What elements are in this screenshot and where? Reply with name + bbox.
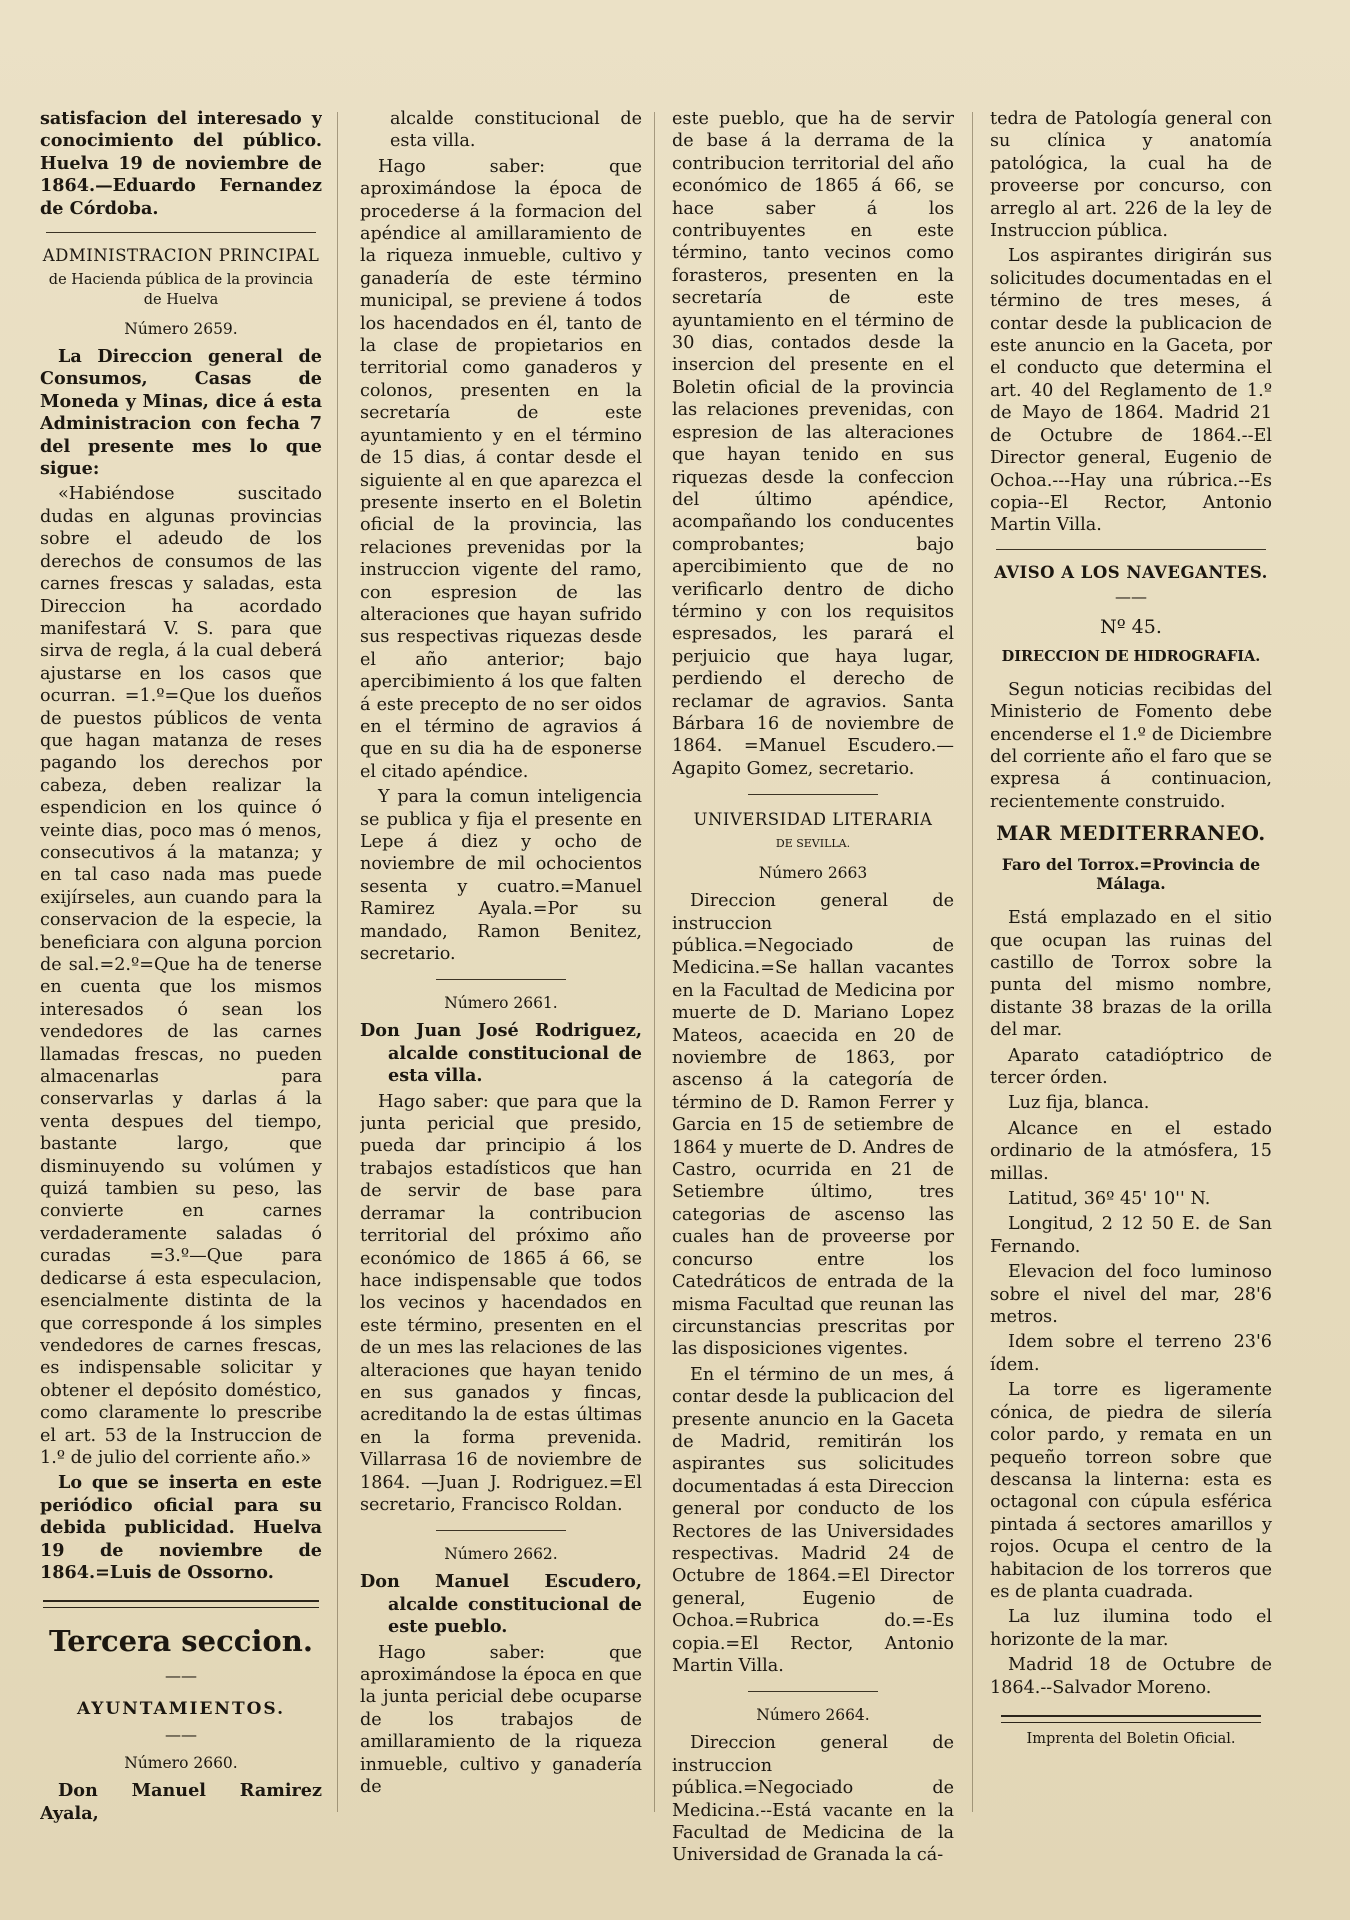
section-subtitle: DE SEVILLA.	[775, 837, 851, 851]
notice-paragraph: tedra de Patología general con su clínica y anatomía patológica, la cual ha de proveerse por concurso, con arreglo al art. 226 de la ley de Instruccion pública.	[990, 109, 1272, 242]
notice-paragraph: alcalde constitucional de esta villa.	[390, 109, 642, 152]
intro-paragraph: satisfacion del interesado y conocimiento del público. Huelva 19 de noviembre de 1864.—Eduardo Fernandez de Córdoba.	[40, 108, 322, 219]
divider	[436, 979, 566, 980]
divider-double	[1001, 1715, 1261, 1723]
column-rule	[654, 112, 655, 1812]
notice-paragraph: Hago saber: que para que la junta pericial que presido, pueda dar principio á los trabajos estadísticos que han de servir de base para derramar la contribucion territorial del próximo año económico de 1865 á 66, se hace indispensable que todos los vecinos y hacendados en este término, presenten en el de un mes las relaciones de las alteraciones que hayan tenido en sus ganados y fincas, acreditando la de estas últimas en la forma prevenida. Villarrasa 16 de noviembre de 1864. —Juan J. Rodriguez.=El secretario, Francisco Roldan.	[360, 1091, 642, 1515]
section-title: AVISO A LOS NAVEGANTES.	[994, 562, 1268, 582]
divider	[996, 549, 1266, 550]
region-heading: MAR MEDITERRANEO.	[996, 821, 1266, 846]
notice-paragraph: Alcance en el estado ordinario de la atmósfera, 15 millas.	[990, 1118, 1272, 1184]
divider	[46, 232, 316, 233]
lighthouse-heading: Faro del Torrox.=Provincia de Málaga.	[1001, 855, 1261, 894]
notice-paragraph: Don Manuel Escudero, alcalde constitucional de este pueblo.	[360, 1571, 642, 1638]
notice-paragraph: Direccion general de instruccion pública.=Negociado de Medicina.=Se hallan vacantes en la Facultad de Medicina por muerte de D. Mariano Lopez Mateos, acaecida en 20 de noviembre de 1863, por ascenso á la categoría de término de D. Ramon Ferrer y Garcia en 15 de setiembre de 1864 y muerte de D. Andres de Castro, ocurrida en 21 de Setiembre último, tres categorias de ascenso las cuales han de proveerse por concurso entre los Catedráticos de entrada de la misma Facultad que reunan las circunstancias prescritas por las disposiciones vigentes.	[672, 891, 954, 1360]
divider	[436, 1530, 566, 1531]
notice-paragraph: este pueblo, que ha de servir de base á la derrama de la contribucion territorial del año económico de 1865 á 66, se hace saber á los contribuyentes en este término, tanto vecinos como forasteros, presenten en la secretaría de este ayuntamiento en el término de 30 dias, contados desde la insercion del presente en el Boletin oficial de la provincia las relaciones prevenidas, con espresion de las alteraciones que hayan tenido en sus riquezas desde la confeccion del último apéndice, acompañando los conducentes comprobantes; bajo apercibimiento que de no verificarlo dentro de dicho término y con los requisitos espresados, les parará el perjuicio que haya lugar, perdiendo el derecho de reclamar de agravios. Santa Bárbara 16 de noviembre de 1864. =Manuel Escudero.—Agapito Gomez, secretario.	[672, 109, 954, 779]
notice-paragraph: Segun noticias recibidas del Ministerio de Fomento debe encenderse el 1.º de Diciembre del corriente año el faro que se expresa á continuacion, recientemente construido.	[990, 679, 1272, 812]
divider-double	[43, 1600, 319, 1608]
divider	[748, 794, 878, 795]
notice-number: Número 2661.	[444, 994, 558, 1013]
dash-separator: ——	[1115, 586, 1147, 606]
subsection-heading: AYUNTAMIENTOS.	[76, 1699, 286, 1720]
column-1	[40, 108, 322, 1828]
dash-separator: ——	[165, 1725, 197, 1745]
notice-paragraph: La luz ilumina todo el horizonte de la mar.	[990, 1607, 1272, 1650]
column-2	[360, 108, 642, 1801]
notice-paragraph: Elevacion del foco luminoso sobre el nivel del mar, 28'6 metros.	[990, 1262, 1272, 1328]
notice-number: Número 2662.	[444, 1545, 558, 1564]
section-title: ADMINISTRACION PRINCIPAL	[42, 246, 320, 266]
notice-paragraph: La torre es ligeramente cónica, de piedra de silería color pardo, y remata en un pequeño torreon sobre que descansa la linterna: esta es octagonal con cúpula esférica pintada á sectores amarillos y rojos. Ocupa el centro de la habitacion de los torreros que es de planta cuadrada.	[990, 1380, 1272, 1602]
notice-paragraph: Longitud, 2 12 50 E. de San Fernando.	[990, 1214, 1272, 1257]
dash-separator: ——	[165, 1666, 197, 1686]
section-subtitle: de Hacienda pública de la provincia de Huelva	[48, 272, 314, 309]
column-3	[672, 108, 954, 1870]
notice-paragraph: Lo que se inserta en este periódico oficial para su debida publicidad. Huelva 19 de noviembre de 1864.=Luis de Ossorno.	[40, 1472, 322, 1583]
notice-paragraph: Aparato catadióptrico de tercer órden.	[990, 1045, 1272, 1088]
notice-number: Nº 45.	[1100, 615, 1162, 638]
notice-paragraph: «Habiéndose suscitado dudas en algunas provincias sobre el adeudo de los derechos de consumos de las carnes frescas y saladas, esta Direccion ha acordado manifestará V. S. para que sirva de regla, á la cual deberá ajustarse en los casos que ocurran. =1.º=Que los dueños de puestos públicos de venta que hagan matanza de reses pagando los derechos por cabeza, deben realizar la espendicion en los quince ó veinte dias, poco mas ó menos, consecutivos á la matanza; y en tal caso nada mas puede exijírseles, aun cuando para la conservacion de la especie, la beneficiara con alguna porcion de sal.=2.º=Que ha de tenerse en cuenta que los mismos interesados ó sean los vendedores de las carnes llamadas frescas, no pueden almacenarlas para conservarlas y darlas á la venta despues del tiempo, bastante largo, que disminuyendo su volúmen y quizá tambien su peso, las convierte en carnes verdaderamente saladas ó curadas =3.º—Que para dedicarse á esta especulacion, esencialmente distinta de la que corresponde á los simples vendedores de carnes frescas, es indispensable solicitar y obtener el depósito doméstico, como claramente lo prescribe el art. 53 de la Instruccion de 1.º de julio del corriente año.»	[40, 484, 322, 1468]
notice-paragraph: Idem sobre el terreno 23'6 ídem.	[990, 1332, 1272, 1375]
notice-paragraph: Don Manuel Ramirez Ayala,	[40, 1780, 322, 1824]
column-rule	[972, 112, 973, 1812]
notice-number: Número 2659.	[124, 320, 238, 339]
notice-paragraph: En el término de un mes, á contar desde la publicacion del presente anuncio en la Gaceta de Madrid, remitirán los aspirantes sus solicitudes documentadas á esta Direccion general por conducto de los Rectores de las Universidades respectivas. Madrid 24 de Octubre de 1864.=El Director general, Eugenio de Ochoa.=Rubrica do.=-Es copia.=El Rector, Antonio Martin Villa.	[672, 1364, 954, 1676]
notice-number: Número 2663	[758, 864, 868, 883]
notice-paragraph: Don Juan José Rodriguez, alcalde constitucional de esta villa.	[360, 1020, 642, 1087]
notice-paragraph: Direccion general de instruccion pública.=Negociado de Medicina.--Está vacante en la Facultad de Medicina de la Universidad de Granada la cá-	[672, 1733, 954, 1866]
divider	[748, 1691, 878, 1692]
notice-paragraph: Luz fija, blanca.	[1008, 1093, 1150, 1114]
column-rule	[337, 112, 338, 1812]
column-4	[990, 108, 1272, 1753]
subsection-heading: DIRECCION DE HIDROGRAFIA.	[1001, 647, 1261, 665]
notice-paragraph: Hago saber: que aproximándose la época de procederse á la formacion del apéndice al amillaramiento de la riqueza inmueble, cultivo y ganadería de este término municipal, se previene á todos los hacendados en él, tanto de la clase de propietarios en territorial como ganaderos y colonos, presenten en la secretaría de este ayuntamiento y en el término de 15 dias, á contar desde el siguiente al en que aparezca el presente inserto en el Boletin oficial de la provincia, las relaciones prevenidas por la instruccion vigente del ramo, con espresion de las alteraciones que hayan sufrido sus respectivas riquezas desde el año anterior; bajo apercibimiento á los que falten á este precepto de no ser oidos en el término de agravios á que en su dia ha de esponerse el citado apéndice.	[360, 156, 642, 782]
notice-number: Número 2664.	[756, 1706, 870, 1725]
section-title: UNIVERSIDAD LITERARIA	[693, 810, 933, 830]
notice-paragraph: La Direccion general de Consumos, Casas de Moneda y Minas, dice á esta Administracion con fecha 7 del presente mes lo que sigue:	[40, 346, 322, 480]
notice-paragraph: Madrid 18 de Octubre de 1864.--Salvador Moreno.	[990, 1655, 1272, 1698]
notice-number: Número 2660.	[124, 1754, 238, 1773]
notice-paragraph: Está emplazado en el sitio que ocupan las ruinas del castillo de Torrox sobre la punta del mismo nombre, distante 38 brazas de la orilla del mar.	[990, 908, 1272, 1041]
section-heading: Tercera seccion.	[49, 1624, 313, 1659]
notice-paragraph: Hago saber: que aproximándose la época en que la junta pericial debe ocuparse de los trabajos de amillaramiento de la riqueza inmueble, cultivo y ganadería de	[360, 1642, 642, 1798]
notice-paragraph: Los aspirantes dirigirán sus solicitudes documentadas en el término de tres meses, á contar desde la publicacion de este anuncio en la Gaceta, por el conducto que determina el art. 40 del Reglamento de 1.º de Mayo de 1864. Madrid 21 de Octubre de 1864.--El Director general, Eugenio de Ochoa.---Hay una rúbrica.--Es copia--El Rector, Antonio Martin Villa.	[990, 246, 1272, 536]
notice-paragraph: Y para la comun inteligencia se publica y fija el presente en Lepe á diez y ocho de noviembre de mil ochocientos sesenta y cuatro.=Manuel Ramirez Ayala.=Por su mandado, Ramon Benitez, secretario.	[360, 787, 642, 965]
notice-paragraph: Latitud, 36º 45' 10'' N.	[1008, 1189, 1211, 1210]
printer-imprint: Imprenta del Boletin Oficial.	[1026, 1730, 1236, 1747]
